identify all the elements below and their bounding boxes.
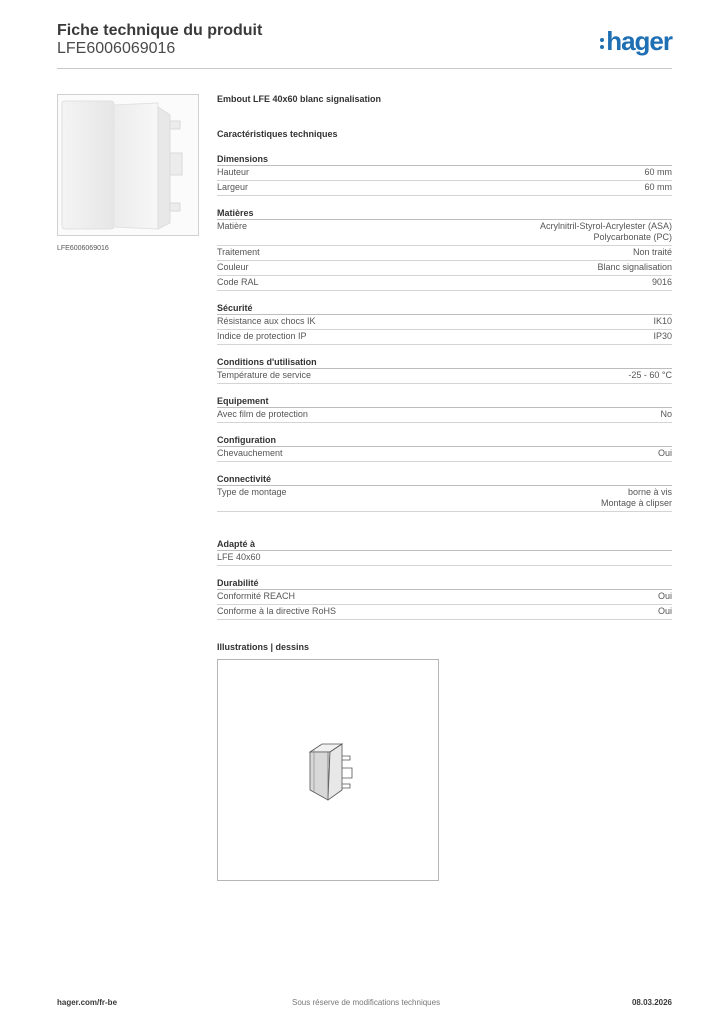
section-dimensions xyxy=(217,153,672,196)
section-title: Adapté à xyxy=(217,538,672,551)
end-cap-drawing-icon xyxy=(218,660,440,882)
spec-row: Largeur 60 mm xyxy=(217,181,672,196)
product-name: Embout LFE 40x60 blanc signalisation xyxy=(217,94,382,104)
logo-text: hager xyxy=(606,26,672,56)
product-reference: LFE6006069016 xyxy=(57,40,176,57)
illustrations-title: Illustrations | dessins xyxy=(217,642,310,652)
spec-row: Conformité REACH Oui xyxy=(217,590,672,605)
document-title: Fiche technique du produit xyxy=(57,22,263,39)
footer-website[interactable]: hager.com/fr-be xyxy=(57,998,118,1007)
illustration-frame xyxy=(217,659,439,881)
section-title: Equipement xyxy=(217,395,672,408)
spec-row: Température de service -25 - 60 °C xyxy=(217,369,672,384)
hager-logo xyxy=(600,26,672,56)
section-title: Sécurité xyxy=(217,302,672,315)
spec-row: Avec film de protection No xyxy=(217,408,672,423)
page-header xyxy=(57,22,672,69)
spec-row: Code RAL 9016 xyxy=(217,276,672,291)
section-title: Configuration xyxy=(217,434,672,447)
section-adapted-to xyxy=(217,538,672,566)
spec-panel xyxy=(217,94,672,655)
section-connectivity xyxy=(217,473,672,512)
characteristics-title: Caractéristiques techniques xyxy=(217,129,338,139)
section-title: Conditions d'utilisation xyxy=(217,356,672,369)
spec-row: Chevauchement Oui xyxy=(217,447,672,462)
spec-row: Indice de protection IP IP30 xyxy=(217,330,672,345)
section-equipment xyxy=(217,395,672,423)
section-title: Connectivité xyxy=(217,473,672,486)
section-durability xyxy=(217,577,672,620)
section-materials xyxy=(217,207,672,291)
spec-row: LFE 40x60 xyxy=(217,551,672,566)
section-configuration xyxy=(217,434,672,462)
spec-row: Hauteur 60 mm xyxy=(217,166,672,181)
section-security xyxy=(217,302,672,345)
section-title: Dimensions xyxy=(217,153,672,166)
spec-row: Conforme à la directive RoHS Oui xyxy=(217,605,672,620)
footer-disclaimer: Sous réserve de modifications techniques xyxy=(292,998,441,1007)
section-conditions xyxy=(217,356,672,384)
footer-date: 08.03.2026 xyxy=(631,998,672,1007)
section-title: Matières xyxy=(217,207,672,220)
spec-row: Résistance aux chocs IK IK10 xyxy=(217,315,672,330)
spec-row: Traitement Non traité xyxy=(217,246,672,261)
product-photo xyxy=(57,94,199,236)
section-title: Durabilité xyxy=(217,577,672,590)
photo-caption: LFE6006069016 xyxy=(57,245,109,252)
logo-dots-icon xyxy=(600,38,604,49)
end-cap-photo-icon xyxy=(58,95,199,236)
spec-row: Matière Acrylnitril-Styrol-Acrylester (ASA) Polycarbonate (PC) xyxy=(217,220,672,246)
spec-row: Couleur Blanc signalisation xyxy=(217,261,672,276)
spec-row: Type de montage borne à vis Montage à clipser xyxy=(217,486,672,512)
